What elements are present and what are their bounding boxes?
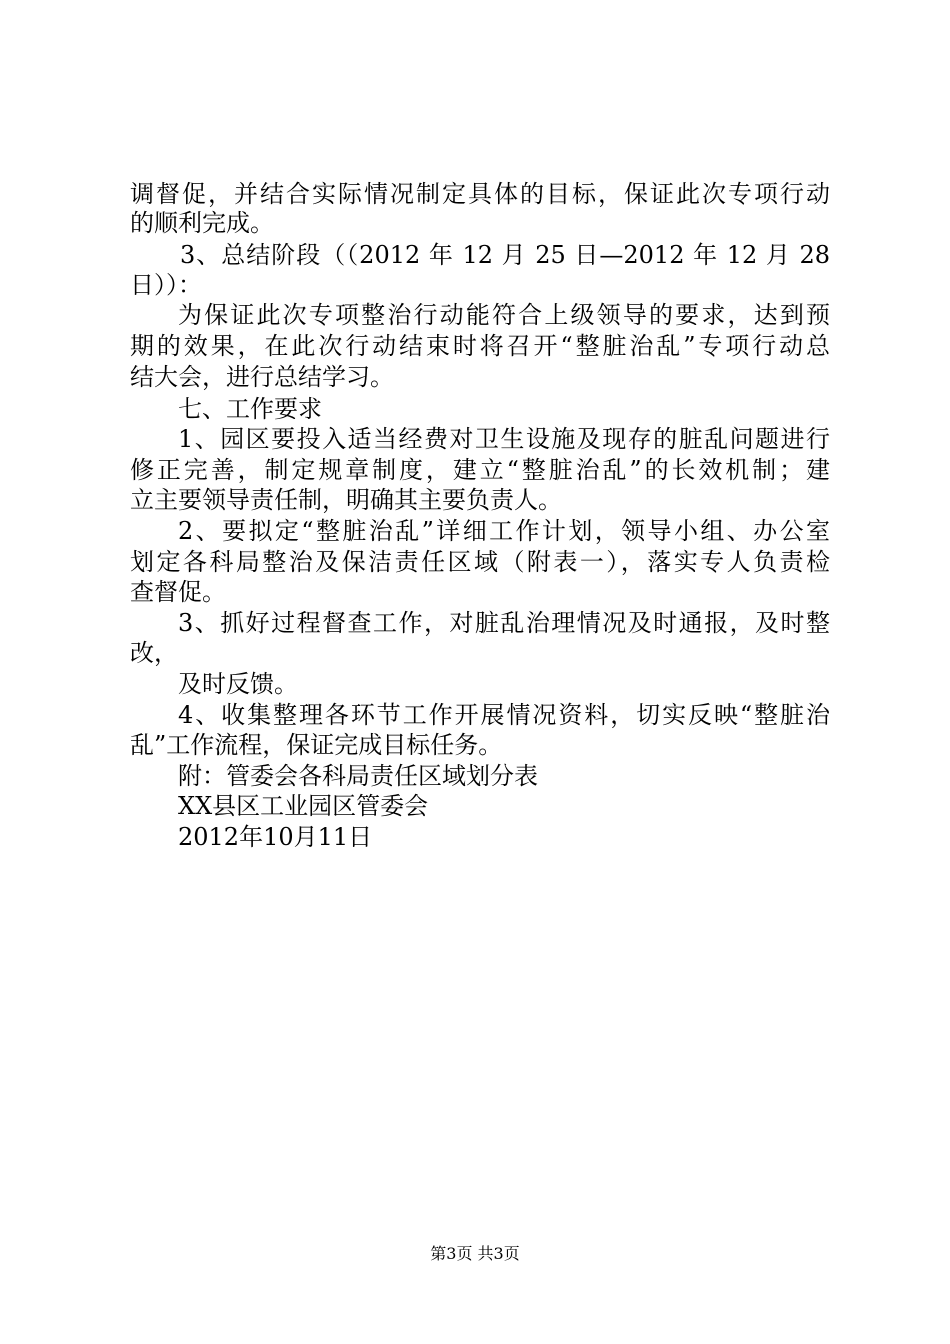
text-line: 为保证此次专项整治行动能符合上级领导的要求，达到预 (178, 301, 830, 329)
signature-org: XX县区工业园区管委会 (178, 792, 429, 820)
text-line: 及时反馈。 (178, 670, 298, 698)
section-heading: 3、总结阶段（（2012 年 12 月 25 日—2012 年 12 月 28 (180, 241, 830, 269)
text-line: 乱”工作流程，保证完成目标任务。 (130, 731, 503, 759)
text-line: 1、园区要投入适当经费对卫生设施及现存的脏乱问题进行 (178, 425, 830, 453)
text-line: 修正完善，制定规章制度，建立“整脏治乱”的长效机制；建 (130, 456, 830, 484)
text-line: 2、要拟定“整脏治乱”详细工作计划，领导小组、办公室 (178, 517, 830, 545)
attachment-note: 附：管委会各科局责任区域划分表 (178, 762, 538, 790)
text-line: 划定各科局整治及保洁责任区域（附表一），落实专人负责检 (130, 548, 830, 576)
text-line: 立主要领导责任制，明确其主要负责人。 (130, 486, 562, 514)
signature-date: 2012年10月11日 (178, 823, 373, 851)
text-line: 改， (130, 639, 178, 667)
section-heading: 七、工作要求 (178, 395, 322, 423)
text-line: 4、收集整理各环节工作开展情况资料，切实反映“整脏治 (178, 701, 830, 729)
text-line: 结大会，进行总结学习。 (130, 363, 394, 391)
text-line: 3、抓好过程督查工作，对脏乱治理情况及时通报，及时整 (178, 609, 830, 637)
text-line: 查督促。 (130, 578, 226, 606)
text-line: 期的效果，在此次行动结束时将召开“整脏治乱”专项行动总 (130, 332, 830, 360)
text-line: 日））： (130, 271, 202, 299)
text-line: 调督促，并结合实际情况制定具体的目标，保证此次专项行动 (130, 180, 830, 208)
text-line: 的顺利完成。 (130, 209, 274, 237)
page-number-footer: 第3页 共3页 (430, 1244, 520, 1263)
